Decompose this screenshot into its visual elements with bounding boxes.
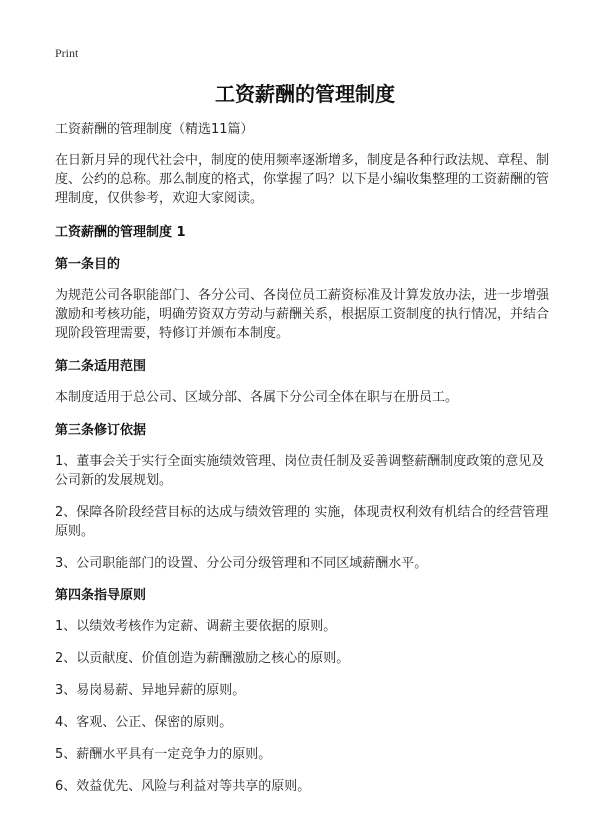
article-3-item: 3、公司职能部门的设置、分公司分级管理和不同区域薪酬水平。 [55, 556, 428, 571]
page-title: 工资薪酬的管理制度 [215, 82, 395, 106]
print-link[interactable]: Print [55, 46, 79, 60]
article-4-item: 5、薪酬水平具有一定竞争力的原则。 [55, 747, 272, 762]
article-3-item: 1、董事会关于实行全面实施绩效管理、岗位责任制及妥善调整薪酬制度政策的意见及公司新的发展规划。 [55, 454, 545, 488]
article-4-item: 2、以贡献度、价值创造为薪酬激励之核心的原则。 [55, 651, 350, 666]
intro-paragraph: 在日新月异的现代社会中，制度的使用频率逐渐增多，制度是各种行政法规、章程、制度、公约的总称。那么制度的格式，你掌握了吗？以下是小编收集整理的工资薪酬的管理制度，仅供参考，欢迎大家阅读。 [55, 153, 550, 206]
article-4-item: 4、客观、公正、保密的原则。 [55, 715, 233, 730]
section-heading: 工资薪酬的管理制度 1 [55, 225, 186, 240]
article-1-heading: 第一条目的 [55, 257, 121, 272]
article-3-item: 2、保障各阶段经营目标的达成与绩效管理的 实施，体现责权利效有机结合的经营管理原则。 [55, 505, 549, 539]
article-3-heading: 第三条修订依据 [55, 423, 147, 438]
article-4-item: 1、以绩效考核作为定薪、调薪主要依据的原则。 [55, 619, 337, 634]
article-4-heading: 第四条指导原则 [55, 588, 147, 603]
document-body [55, 120, 555, 809]
article-1-text: 为规范公司各职能部门、各分公司、各岗位员工薪资标准及计算发放办法，进一步增强激励和考核功能，明确劳资双方劳动与薪酬关系，根据原工资制度的执行情况，并结合现阶段管理需要，特修订并颁布本制度。 [55, 288, 550, 341]
article-2-heading: 第二条适用范围 [55, 359, 147, 374]
article-2-text: 本制度适用于总公司、区域分部、各属下分公司全体在职与在册员工。 [55, 390, 459, 405]
document-subtitle: 工资薪酬的管理制度（精选11篇） [55, 122, 254, 137]
article-4-item: 3、易岗易薪、异地异薪的原则。 [55, 683, 246, 698]
article-4-item: 6、效益优先、风险与利益对等共享的原则。 [55, 779, 311, 794]
